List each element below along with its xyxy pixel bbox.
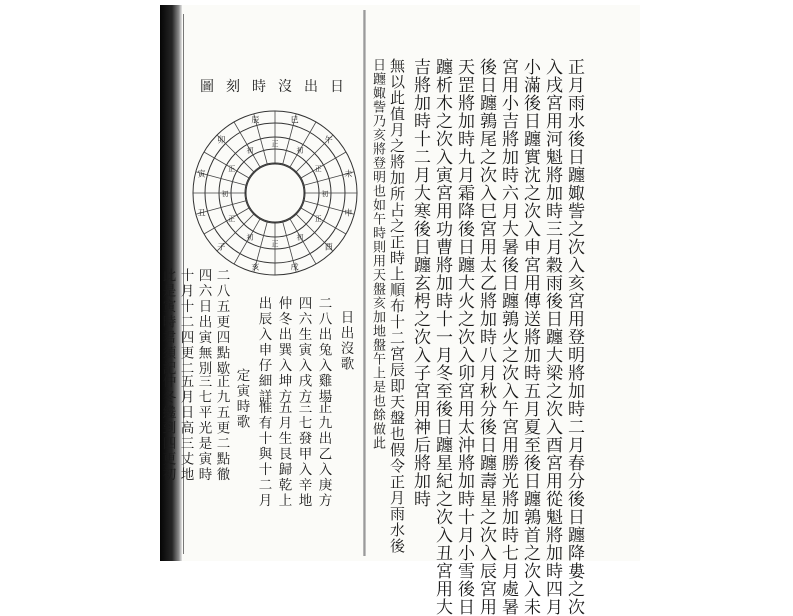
text-column-2: 入戌宮用河魁將加時三月穀雨後日躔大梁之次入酉宮用從魁將加時四月 <box>542 58 562 616</box>
song2-line-4: 四六日出寅無別 <box>195 268 212 377</box>
diagram-outer-label: 未 <box>344 169 353 179</box>
diagram-title: 日出沒時刻圖 <box>200 79 356 95</box>
poem-line-2: 二八出兔入雞場 <box>315 296 332 405</box>
diagram-outer-label: 丑 <box>197 208 206 218</box>
poem-line-7: 惟有十與十二月 <box>255 400 272 509</box>
text-column-10: 日躔娵訾乃亥將登明也如午時則用天盤亥加地盤午上是也餘做此 <box>370 58 385 450</box>
diagram-inner-label: 初 <box>296 233 304 242</box>
diagram-inner-label: 正 <box>228 165 236 173</box>
diagram-center <box>246 164 304 222</box>
diagram-outer-label: 子 <box>217 242 226 252</box>
text-column-9: 無以此值月之將加所占之正時上順布十二宮辰即天盤也假令正月雨水後 <box>388 58 406 554</box>
diagram-inner-label: 初 <box>246 233 254 242</box>
diagram-inner-label: 初 <box>221 190 229 198</box>
text-column-7: 躔析木之次入寅宮用功曹將加時十一月冬至後日躔星紀之次入丑宮用大 <box>432 58 452 616</box>
song2-line-7: 仲冬纔到四更初 <box>159 374 176 483</box>
page-fold <box>363 10 366 556</box>
poem-line-1: 正九出乙入庚方 <box>315 400 332 509</box>
diagram-inner-label: 正 <box>228 215 236 223</box>
diagram-outer-label: 申 <box>344 208 353 218</box>
diagram-inner-label: 初 <box>246 146 254 155</box>
diagram-inner-label: 正 <box>271 240 279 248</box>
diagram-inner-label: 初 <box>296 146 304 155</box>
diagram-inner-label: 初 <box>321 190 329 198</box>
song2-line-3: 三七平光是寅時 <box>195 374 212 483</box>
diagram-outer-label: 亥 <box>251 262 260 272</box>
poem-line-6: 仲冬出巽入坤方 <box>275 296 292 405</box>
diagram-inner-label: 正 <box>314 165 322 173</box>
song2-line-8: 此是寅時君須記 <box>159 268 176 377</box>
diagram-outer-label: 戌 <box>290 262 299 272</box>
poem-line-5: 五月生艮歸乾上 <box>275 400 292 509</box>
song2-line-2: 二八五更四點歇 <box>213 268 230 377</box>
text-column-8: 吉將加時十二月大寒後日躔玄枵之次入子宮用神后將加時 <box>410 58 430 508</box>
diagram-outer-label: 巳 <box>290 115 299 125</box>
text-column-6: 天罡將加時九月霜降後日躔大火之次入卯宮用太沖將加時十月小雪後日 <box>454 58 474 616</box>
song2-line-6: 十月十二四更二 <box>177 268 194 377</box>
text-column-3: 小滿後日躔實沈之次入申宮用傳送將加時五月夏至後日躔鶉首之次入未 <box>520 58 540 616</box>
text-column-5: 後日躔鶉尾之次入巳宮用太乙將加時八月秋分後日躔壽星之次入辰宮用 <box>476 58 496 616</box>
diagram-outer-label: 辰 <box>251 115 260 125</box>
song2-line-1: 正九五更二點徹 <box>213 374 230 483</box>
poem-line-8: 出辰入申仔細詳 <box>255 296 272 405</box>
song2-title: 定寅時歌 <box>233 368 250 430</box>
diagram-outer-label: 午 <box>324 135 333 145</box>
diagram-inner-label: 正 <box>314 215 322 223</box>
diagram-outer-label: 卯 <box>217 135 226 145</box>
diagram-inner-label: 正 <box>271 140 279 148</box>
poem-line-4: 四六生寅入戌方 <box>295 296 312 405</box>
text-column-4: 宮用小吉將加時六月大暑後日躔鶉火之次入午宮用勝光將加時七月處暑 <box>498 58 518 616</box>
poem-title: 日出沒歌 <box>337 310 354 372</box>
song2-line-5: 五月日高三丈地 <box>177 374 194 483</box>
diagram-outer-label: 酉 <box>324 242 333 252</box>
poem-line-3: 三七發甲入辛地 <box>295 400 312 509</box>
sunrise-sunset-diagram <box>190 108 360 278</box>
text-column-1: 正月雨水後日躔娵訾之次入亥宮用登明將加時二月春分後日躔降婁之次 <box>564 58 584 616</box>
diagram-outer-label: 寅 <box>197 169 206 179</box>
